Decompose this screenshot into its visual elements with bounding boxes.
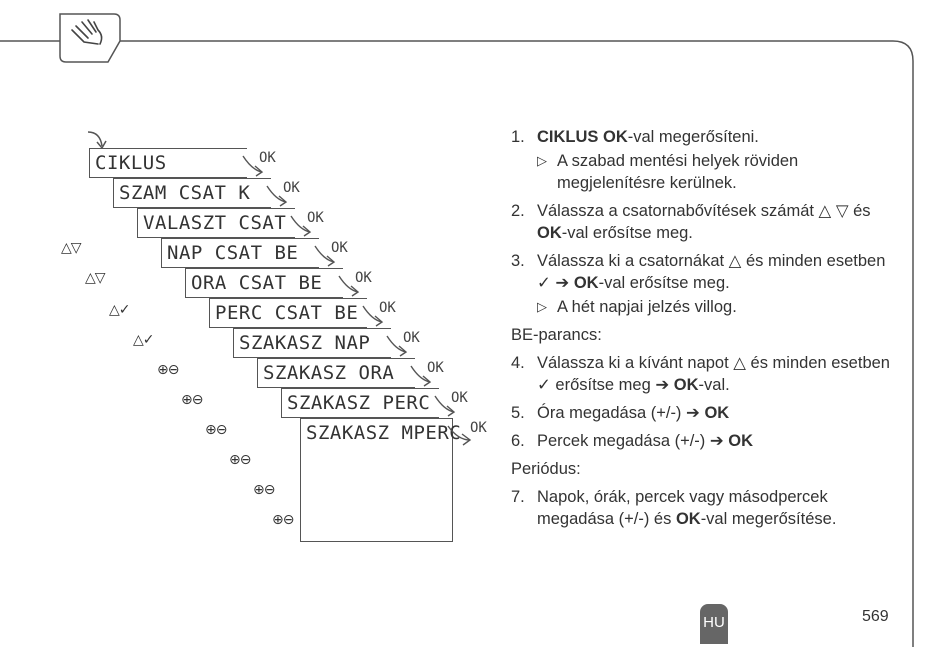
section-heading: BE-parancs: [511,326,602,344]
list-item: 2. Válassza a csatornabővítések számát △ ▽ és OK-val erősítse meg. [511,202,871,242]
list-item: 4. Válassza ki a kívánt napot △ és minden esetben ✓ erősítse meg ➔ OK-val. [511,354,890,394]
list-item: 7. Napok, órák, percek vagy másodpercek megadása (+/-) és OK-val megerősítése. [511,488,837,528]
instruction-list [511,126,901,536]
buttons-up-down: △▽ [61,240,81,256]
buttons-up-check: △✓ [109,302,130,318]
buttons-plus-minus: ⊕⊖ [229,452,251,468]
ok-label: OK [403,330,420,346]
section-heading: Periódus: [511,460,581,478]
ok-label: OK [259,150,276,166]
ok-label: OK [470,420,487,436]
lcd-screen-szakasz-ora: SZAKASZ ORA [257,358,415,388]
page-number: 569 [862,608,889,625]
buttons-plus-minus: ⊕⊖ [272,512,294,528]
lcd-screen-nap-csat-be: NAP CSAT BE [161,238,319,268]
list-item: 3. Válassza ki a csatornákat △ és minden esetben ✓ ➔ OK-val erősítse meg. ▷ A hét napjai jelzés villog. [511,252,886,316]
lcd-screen-szakasz-mperc: SZAKASZ MPERC [300,418,453,542]
buttons-plus-minus: ⊕⊖ [181,392,203,408]
buttons-up-check: △✓ [133,332,154,348]
lcd-screen-perc-csat-be: PERC CSAT BE [209,298,367,328]
triangle-right-icon: ▷ [537,299,547,314]
triangle-right-icon: ▷ [537,153,547,168]
lcd-screen-ciklus: CIKLUS [89,148,247,178]
lcd-screen-ora-csat-be: ORA CSAT BE [185,268,343,298]
buttons-plus-minus: ⊕⊖ [157,362,179,378]
buttons-plus-minus: ⊕⊖ [205,422,227,438]
hand-icon [60,14,120,62]
list-item: 6. Percek megadása (+/-) ➔ OK [511,432,754,450]
lcd-screen-szam-csat-k: SZAM CSAT K [113,178,271,208]
ok-label: OK [355,270,372,286]
buttons-up-down: △▽ [85,270,105,286]
list-item: 5. Óra megadása (+/-) ➔ OK [511,404,730,422]
ok-label: OK [283,180,300,196]
ok-label: OK [451,390,468,406]
lcd-screen-szakasz-nap: SZAKASZ NAP [233,328,391,358]
ok-label: OK [307,210,324,226]
ok-label: OK [427,360,444,376]
lcd-screen-szakasz-perc: SZAKASZ PERC [281,388,439,418]
buttons-plus-minus: ⊕⊖ [253,482,275,498]
ok-label: OK [331,240,348,256]
ok-label: OK [379,300,396,316]
language-tab: HU [700,604,728,644]
lcd-screen-valaszt-csat: VALASZT CSAT [137,208,295,238]
list-item: 1. CIKLUS OK-val megerősíteni. ▷ A szabad mentési helyek röviden megjelenítésre kerülnek. [511,128,799,192]
